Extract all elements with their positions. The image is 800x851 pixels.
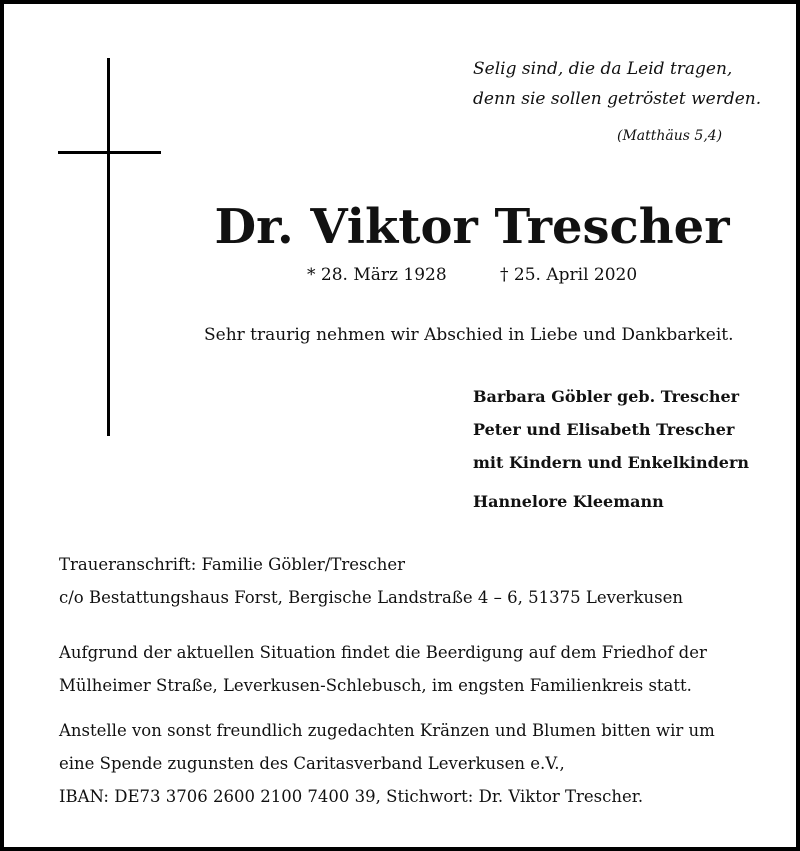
death-date: † 25. April 2020 bbox=[500, 265, 638, 285]
mourners-list bbox=[473, 384, 749, 522]
mourner-1: Barbara Göbler geb. Trescher bbox=[473, 387, 740, 406]
donation-line-1: Anstelle von sonst freundlich zugedachten Kränzen und Blumen bitten wir um bbox=[59, 721, 715, 740]
verse-line-2: denn sie sollen getröstet werden. bbox=[473, 89, 762, 109]
mourner-2: Peter und Elisabeth Trescher bbox=[473, 420, 735, 439]
address-line-1: Traueranschrift: Familie Göbler/Trescher bbox=[59, 555, 405, 574]
donation-line-3: IBAN: DE73 3706 2600 2100 7400 39, Stichwort: Dr. Viktor Trescher. bbox=[59, 787, 644, 806]
cross-horizontal-bar bbox=[58, 151, 161, 154]
burial-notice bbox=[59, 636, 789, 702]
mourner-4: Hannelore Kleemann bbox=[473, 492, 664, 511]
deceased-name: Dr. Viktor Trescher bbox=[214, 199, 730, 255]
burial-line-2: Mülheimer Straße, Leverkusen-Schlebusch, im engsten Familienkreis statt. bbox=[59, 676, 692, 695]
verse-line-1: Selig sind, die da Leid tragen, bbox=[473, 59, 733, 79]
donation-notice bbox=[59, 714, 789, 813]
mourner-3: mit Kindern und Enkelkindern bbox=[473, 453, 750, 472]
donation-line-2: eine Spende zugunsten des Caritasverband Leverkusen e.V., bbox=[59, 754, 565, 773]
bible-verse bbox=[473, 54, 793, 114]
address-line-2: c/o Bestattungshaus Forst, Bergische Landstraße 4 – 6, 51375 Leverkusen bbox=[59, 588, 684, 607]
burial-line-1: Aufgrund der aktuellen Situation findet die Beerdigung auf dem Friedhof der bbox=[59, 643, 707, 662]
farewell-statement: Sehr traurig nehmen wir Abschied in Liebe und Dankbarkeit. bbox=[204, 325, 734, 345]
verse-reference: (Matthäus 5,4) bbox=[617, 128, 723, 144]
birth-date: * 28. März 1928 bbox=[307, 265, 447, 285]
mourning-address bbox=[59, 548, 789, 614]
